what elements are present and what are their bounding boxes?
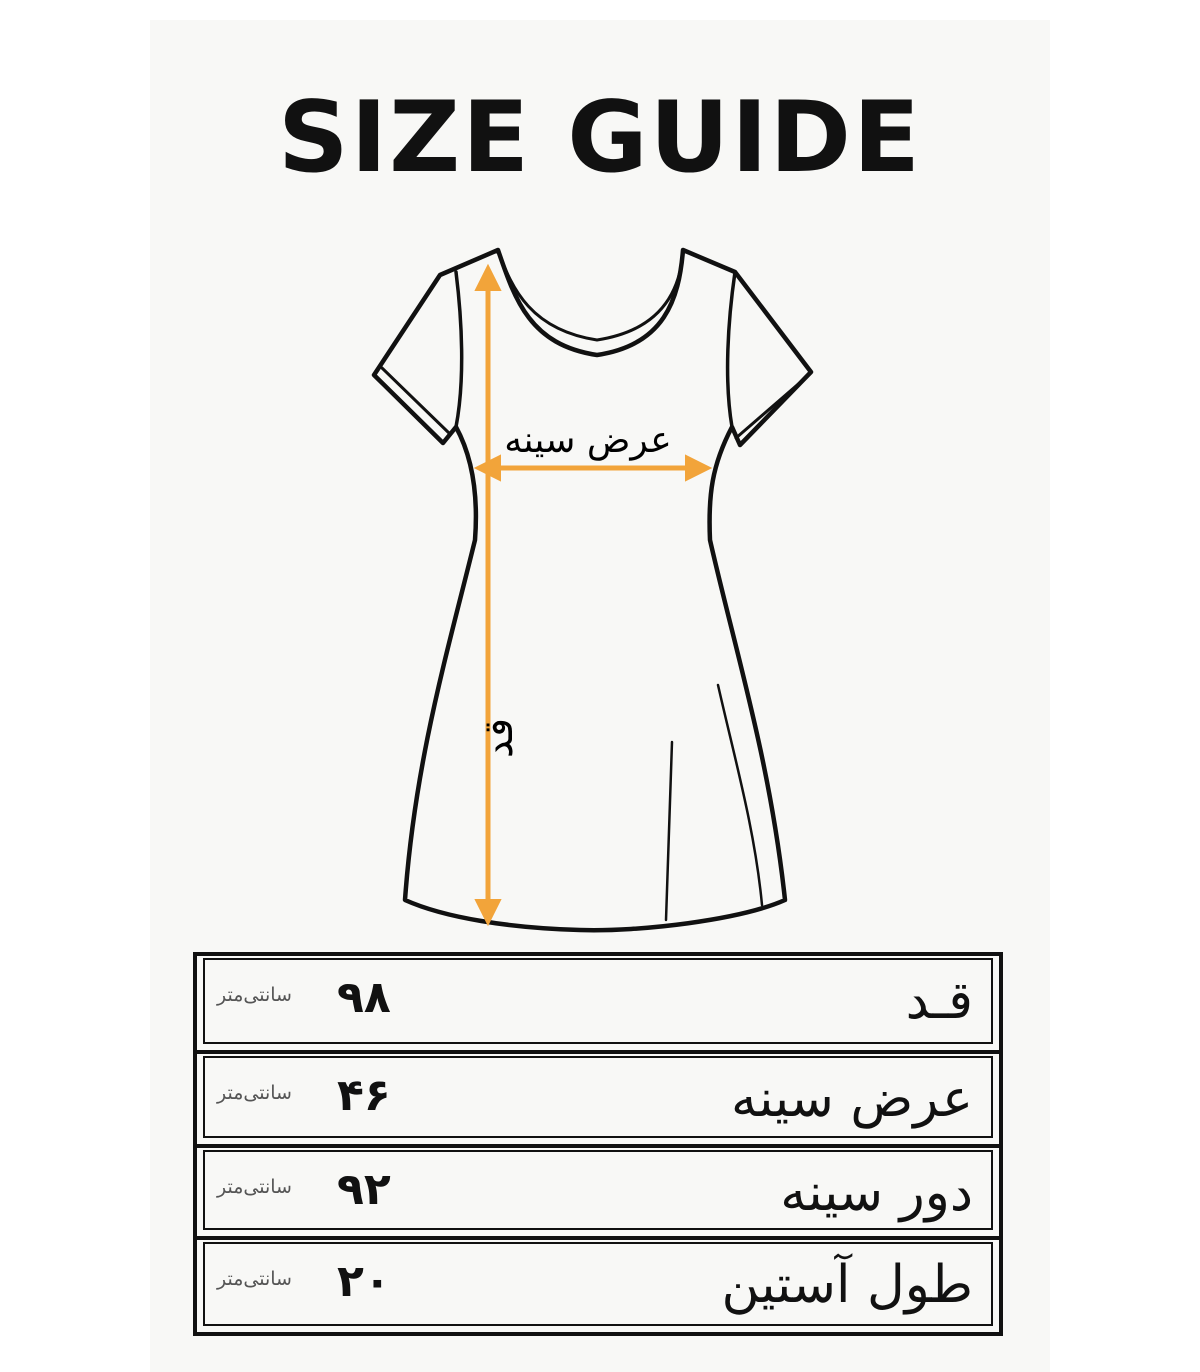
measure-unit: سانتی‌متر [217, 984, 292, 1006]
chest-width-label: عرض سینه [504, 420, 672, 461]
table-row [197, 1148, 999, 1240]
table-row [197, 1054, 999, 1148]
measure-label: طول آستین [721, 1255, 973, 1315]
shoulder-seam-right [728, 272, 735, 427]
table-row [197, 956, 999, 1054]
measure-unit: سانتی‌متر [217, 1082, 292, 1104]
measure-label: دور سینه [780, 1163, 973, 1223]
measure-value: ۴۶ [337, 1070, 391, 1121]
shoulder-seam-left [456, 272, 462, 427]
sleeve-cuff-left [382, 368, 450, 434]
measure-value: ۹۲ [337, 1164, 391, 1215]
table-row [197, 1240, 999, 1332]
sleeve-cuff-right [736, 380, 803, 438]
dress-outline [374, 250, 811, 930]
length-arrow [476, 266, 500, 924]
measure-value: ۲۰ [337, 1256, 391, 1307]
measure-label: عرض سینه [731, 1069, 973, 1129]
page-title: SIZE GUIDE [278, 81, 922, 195]
measure-unit: سانتی‌متر [217, 1268, 292, 1290]
measure-value: ۹۸ [337, 972, 391, 1023]
skirt-fold [666, 742, 672, 920]
size-table [193, 952, 1003, 1336]
measure-unit: سانتی‌متر [217, 1176, 292, 1198]
length-label: قد [476, 717, 522, 759]
measure-label: قـد [905, 971, 973, 1031]
